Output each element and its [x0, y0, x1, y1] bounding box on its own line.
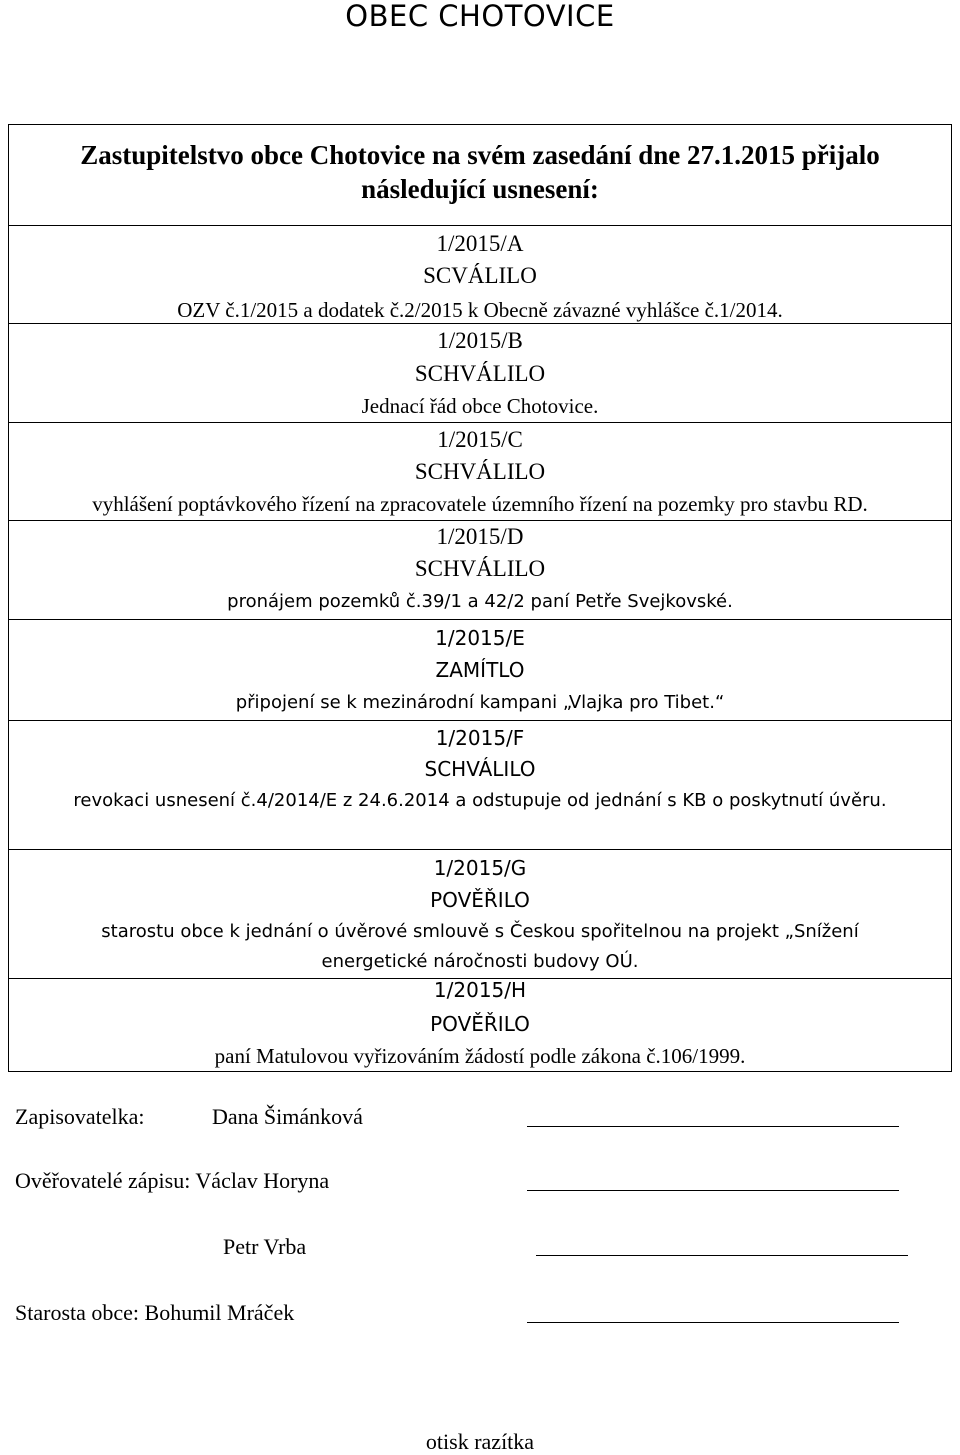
resolution-divider	[9, 720, 951, 721]
resolution-text: Jednací řád obce Chotovice.	[361, 394, 599, 418]
resolution-code: 1/2015/D	[436, 524, 524, 549]
resolutions-header	[9, 125, 951, 226]
recorder-signature-line	[527, 1126, 899, 1127]
verifier2-signature-line	[536, 1255, 908, 1256]
recorder-label: Zapisovatelka:	[15, 1104, 145, 1129]
headline-line-2: následující usnesení:	[361, 174, 599, 204]
resolution-text: revokaci usnesení č.4/2014/E z 24.6.2014 a odstupuje od jednání s KB o poskytnutí úvěru.	[73, 790, 887, 811]
resolution-divider	[9, 619, 951, 620]
resolution-code: 1/2015/E	[435, 626, 525, 650]
resolution-divider	[9, 323, 951, 324]
resolution-code: 1/2015/A	[436, 231, 524, 256]
resolution-code: 1/2015/G	[433, 856, 527, 880]
recorder-name: Dana Šimánková	[212, 1104, 363, 1129]
resolution-code: 1/2015/B	[437, 328, 523, 353]
resolution-divider	[9, 849, 951, 850]
resolutions-box	[8, 124, 952, 1072]
verifier1-signature-line	[527, 1190, 899, 1191]
resolution-code: 1/2015/H	[433, 978, 527, 1002]
resolution-verb: POVĚŘILO	[430, 888, 530, 912]
resolution-verb: SCHVÁLILO	[414, 556, 546, 581]
verifier2-name: Petr Vrba	[223, 1234, 307, 1259]
resolution-text: připojení se k mezinárodní kampani „Vlajka pro Tibet.“	[235, 692, 725, 713]
resolution-text: pronájem pozemků č.39/1 a 42/2 paní Petře Svejkovské.	[227, 591, 733, 612]
resolution-divider	[9, 520, 951, 521]
resolution-verb: SCVÁLILO	[423, 263, 537, 288]
headline-line-1: Zastupitelstvo obce Chotovice na svém zasedání dne 27.1.2015 přijalo	[80, 140, 880, 170]
mayor-label: Starosta obce: Bohumil Mráček	[15, 1300, 295, 1325]
resolution-text: OZV č.1/2015 a dodatek č.2/2015 k Obecně závazné vyhlášce č.1/2014.	[177, 298, 783, 322]
resolution-code: 1/2015/C	[437, 427, 523, 452]
resolution-verb: SCHVÁLILO	[424, 757, 536, 781]
resolution-divider	[9, 422, 951, 423]
resolution-text: paní Matulovou vyřizováním žádostí podle zákona č.106/1999.	[214, 1044, 746, 1068]
stamp-label: otisk razítka	[425, 1429, 535, 1454]
resolution-verb: SCHVÁLILO	[414, 361, 546, 386]
verifiers-label: Ověřovatelé zápisu: Václav Horyna	[15, 1168, 330, 1193]
resolution-verb: POVĚŘILO	[430, 1012, 530, 1036]
resolution-text: starostu obce k jednání o úvěrové smlouvě s Českou spořitelnou na projekt „Snížení energetické náročnosti budovy OÚ.	[101, 921, 859, 972]
resolution-verb: ZAMÍTLO	[435, 658, 525, 682]
page-title: OBEC CHOTOVICE	[345, 0, 615, 33]
resolution-text: vyhlášení poptávkového řízení na zpracovatele územního řízení na pozemky pro stavbu RD.	[92, 492, 868, 516]
resolution-code: 1/2015/F	[435, 726, 525, 750]
mayor-signature-line	[527, 1322, 899, 1323]
resolution-verb: SCHVÁLILO	[414, 459, 546, 484]
